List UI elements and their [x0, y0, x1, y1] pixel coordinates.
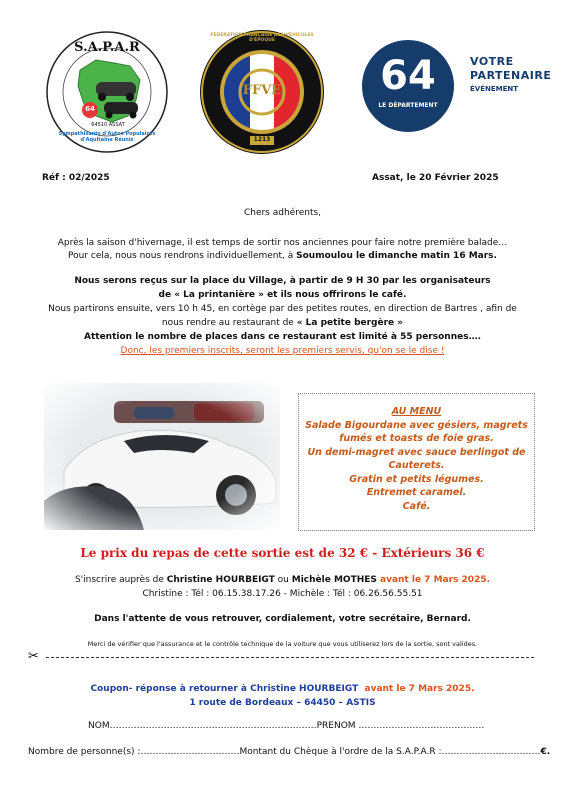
- sapar-logo: [44, 30, 170, 154]
- contact-name-1: Christine HOURBEIGT: [166, 575, 275, 585]
- coupon-address: 1 route de Bordeaux – 64450 – ASTIS: [189, 698, 376, 708]
- amount-label: Montant du Chèque à l'ordre de la S.A.P.A.R :: [239, 747, 442, 757]
- nom-dots: ……………………………………………………………: [109, 721, 317, 731]
- signup-line: [0, 574, 565, 586]
- p3-text: nous rendre au restaurant de: [161, 318, 297, 328]
- menu-line: fumés et toasts de foie gras.: [339, 433, 494, 444]
- ffve-center: FFVE: [242, 83, 282, 98]
- p1-text: Pour cela, nous nous rendrons individuellement, à: [68, 251, 297, 261]
- paragraph-3-line-1: Nous partirons ensuite, vers 10 h 45, en cortège par des petites routes, en direction de Bartres , afin de: [48, 304, 517, 314]
- ffve-number: 1213: [253, 136, 271, 143]
- menu-line: Salade Bigourdane avec gésiers, magrets: [305, 419, 528, 431]
- paragraph-3-line-2: [0, 317, 565, 329]
- menu-box: [298, 393, 535, 531]
- tagline-line-1: VOTRE: [470, 55, 514, 68]
- coupon-deadline: avant le 7 Mars 2025.: [364, 684, 475, 694]
- ffve-logo: [198, 28, 326, 156]
- paragraph-2-line-1: Nous serons reçus sur la place du Village, à partir de 9 H 30 par les organisateurs: [74, 276, 491, 286]
- ffve-ring-text: FÉDÉRATION FRANÇAISE DES VÉHICULES D'ÉPOQUE: [210, 33, 314, 43]
- signup-or: ou: [274, 575, 292, 585]
- nom-label: NOM: [88, 721, 110, 731]
- departement-number: 64: [380, 53, 436, 99]
- menu-title: AU MENU: [391, 406, 442, 417]
- cut-line: [46, 657, 534, 658]
- p1-event: Soumoulou le dimanche matin 16 Mars.: [296, 251, 497, 261]
- count-dots: ……………………………: [140, 747, 240, 757]
- closing-line: Dans l'attente de vous retrouver, cordialement, votre secrétaire, Bernard.: [94, 614, 471, 624]
- prenom-dots: ……………………………………: [358, 721, 485, 731]
- tagline-line-3: ÉVÉNEMENT: [470, 85, 519, 93]
- sapar-letters: S.A.P.A.R: [74, 40, 140, 55]
- sapar-place: 64510 ASSAT: [91, 122, 125, 128]
- amount-dots: ……………………………: [441, 747, 541, 757]
- sapar-number: 64: [85, 105, 95, 113]
- coupon-line-1: [0, 683, 565, 695]
- menu-line: Un demi-magret avec sauce berlingot de: [307, 446, 526, 458]
- departement-logo: [362, 40, 454, 132]
- count-and-amount-field[interactable]: [28, 746, 550, 758]
- coupon-return-to: Coupon- réponse à retourner à Christine HOURBEIGT: [90, 684, 359, 694]
- menu-line: Entremet caramel.: [366, 487, 467, 498]
- reference: Réf : 02/2025: [42, 173, 110, 183]
- meal-price: Le prix du repas de cette sortie est de 32 € - Extérieurs 36 €: [80, 546, 485, 560]
- signup-deadline: avant le 7 Mars 2025.: [376, 575, 491, 585]
- paragraph-1-line-2: [0, 250, 565, 262]
- contact-name-2: Michèle MOTHES: [291, 575, 377, 585]
- partner-tagline: [470, 55, 560, 95]
- paragraph-1-line-1: Après la saison d'hivernage, il est temps de sortir nos anciennes pour faire notre première balade…: [57, 238, 508, 248]
- phone-numbers: Christine : Tél : 06.15.38.17.26 - Michèle : Tél : 06.26.56.55.51: [142, 589, 423, 599]
- letter-date: Assat, le 20 Février 2025: [372, 173, 499, 183]
- menu-line: Gratin et petits légumes.: [349, 473, 484, 485]
- greeting: Chers adhérents,: [243, 208, 322, 218]
- euro-unit: €.: [540, 747, 551, 757]
- menu-line: Café.: [402, 500, 431, 512]
- nom-field[interactable]: [88, 720, 484, 732]
- scissors-icon: ✂: [28, 649, 39, 664]
- sapar-ring-text: Sympathisants d'Autos Populaires d'Aquitaine Réunis: [58, 131, 156, 143]
- count-label: Nombre de personne(s) :: [28, 747, 141, 757]
- signup-text: S'inscrire auprès de: [74, 575, 167, 585]
- paragraph-4-line-1: Attention le nombre de places dans ce restaurant est limité à 55 personnes….: [84, 332, 481, 342]
- validity-note: Merci de vérifier que l'assurance et le contrôle technique de la voiture que vous utiliserez lors de la sortie, sont valides.: [87, 640, 478, 648]
- paragraph-2-line-2: de « La printanière » et ils nous offrirons le café.: [158, 290, 407, 300]
- departement-label: LE DÉPARTEMENT: [378, 102, 438, 109]
- prenom-label: PRENOM: [316, 721, 356, 731]
- car-photo: [44, 383, 280, 530]
- p3-restaurant: « La petite bergère »: [296, 318, 404, 328]
- paragraph-4-line-2: Donc, les premiers inscrits, seront les premiers servis, qu'on se le dise !: [120, 346, 445, 356]
- tagline-line-2: PARTENAIRE: [470, 69, 552, 82]
- menu-line: Cauterets.: [388, 460, 445, 471]
